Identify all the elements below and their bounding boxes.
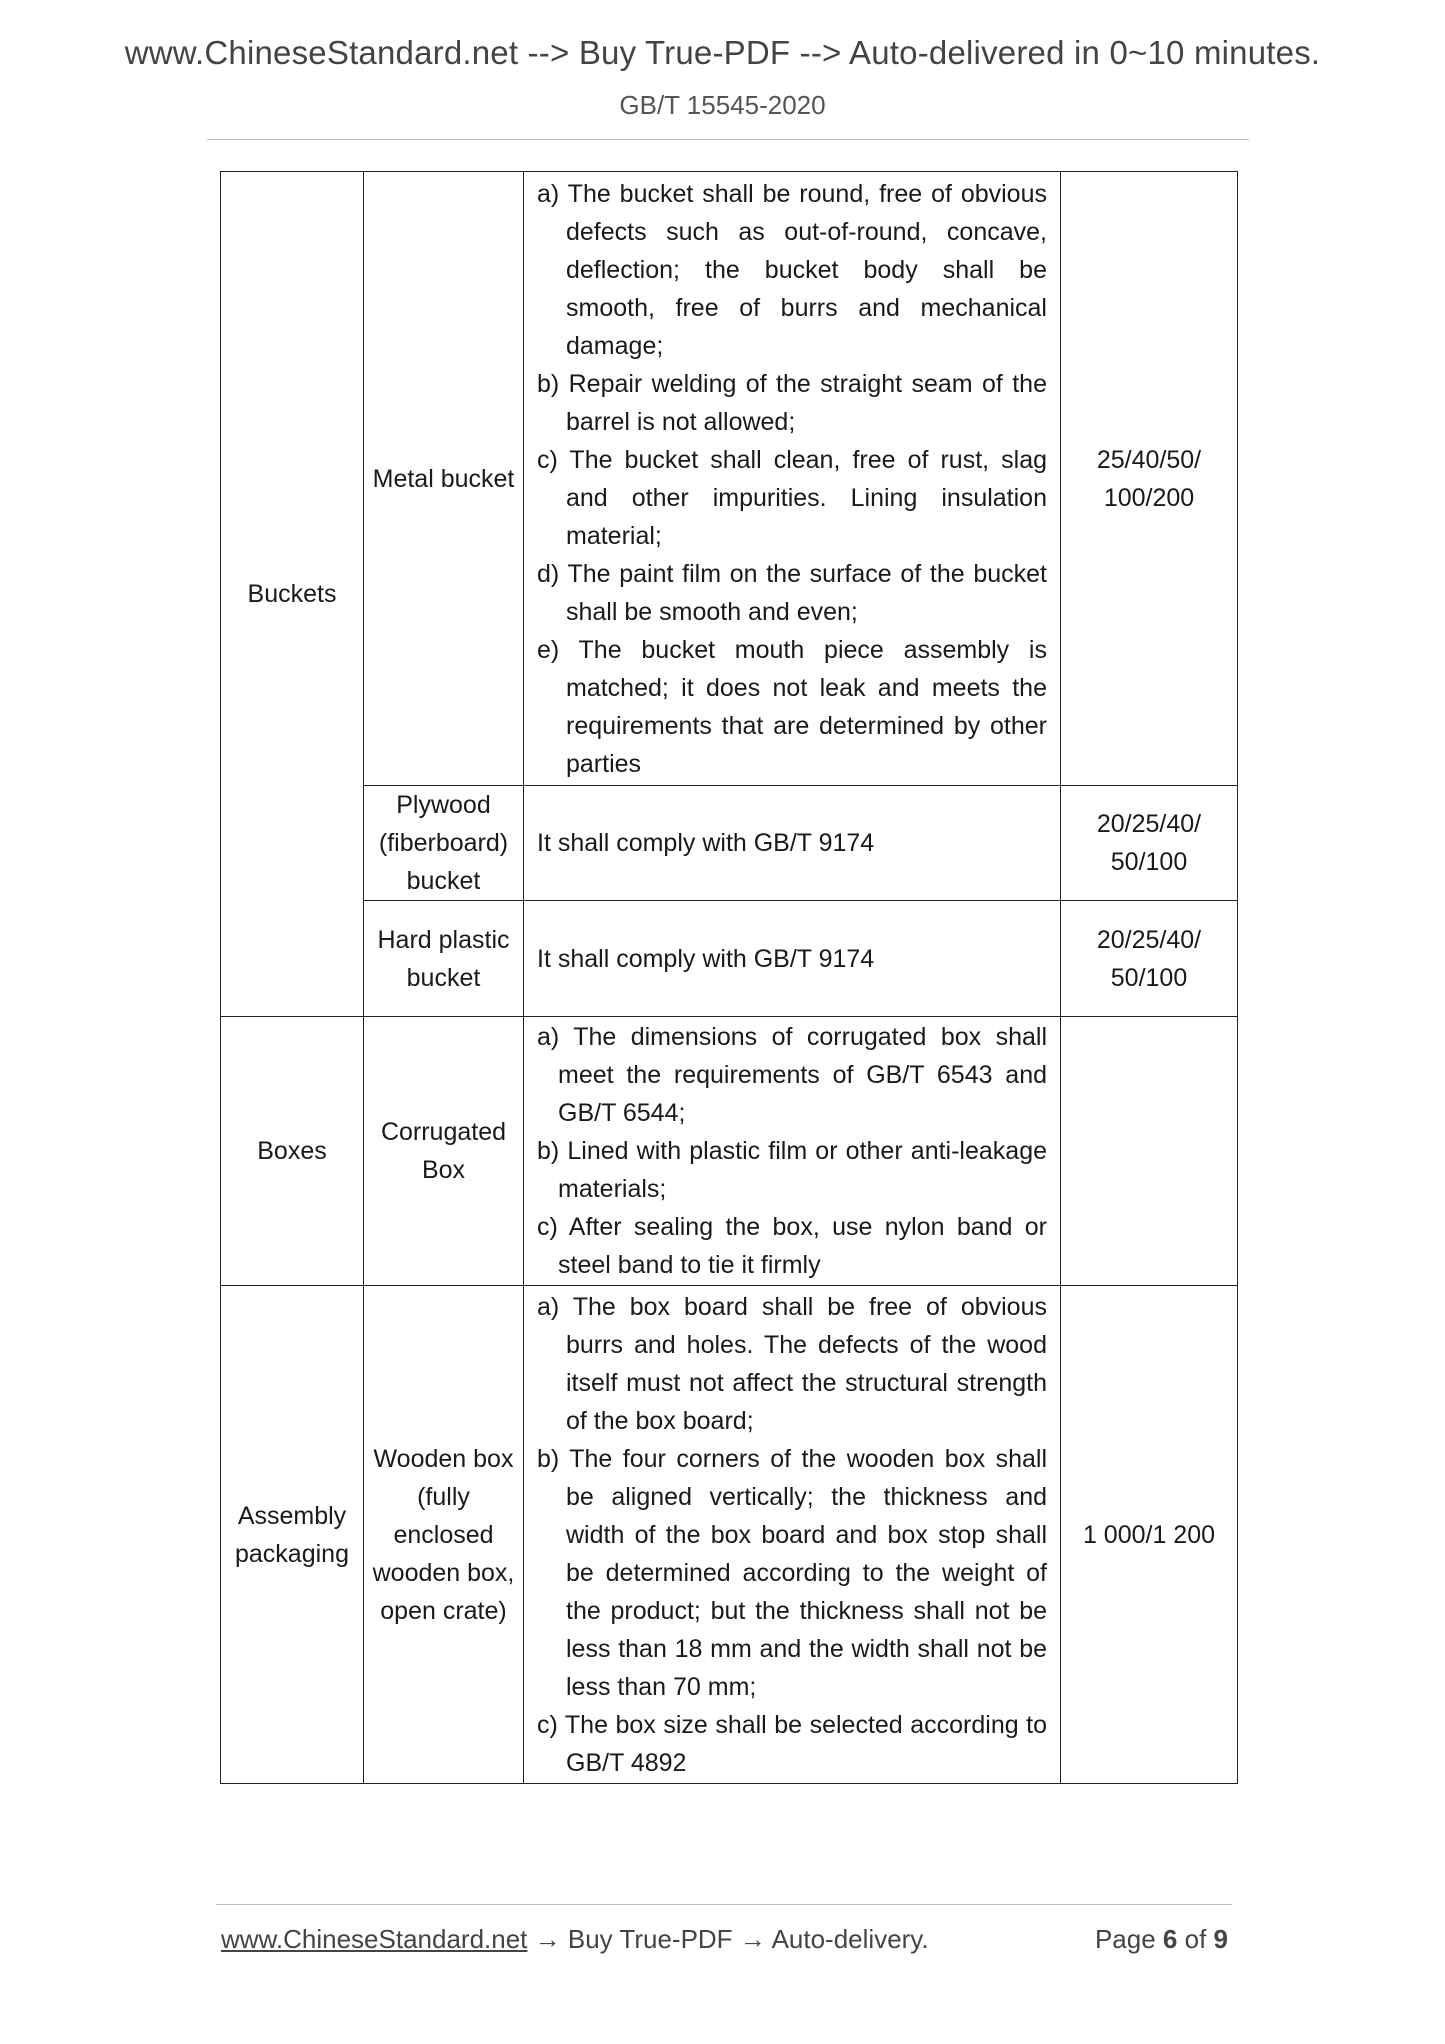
header-divider (207, 139, 1249, 140)
requirement-item: a) The box board shall be free of obvious burrs and holes. The defects of the wood itself must not affect the structural strength of the box board; (537, 1292, 1047, 1435)
table-row (221, 1286, 1238, 1784)
package-type-cell: Assembly packaging (221, 1286, 364, 1784)
page-current: 6 (1162, 1924, 1178, 1954)
package-name-cell: Plywood (fiberboard) bucket (364, 786, 524, 901)
requirement-item: b) Repair welding of the straight seam of the barrel is not allowed; (537, 369, 1047, 436)
package-type-cell: Boxes (221, 1017, 364, 1286)
standard-number: GB/T 15545-2020 (619, 90, 826, 120)
page-of: of (1184, 1924, 1207, 1954)
capacity-cell: 25/40/50/ 100/200 (1061, 172, 1238, 786)
page-indicator (1095, 1924, 1228, 1955)
package-type-cell: Buckets (221, 172, 364, 1017)
requirements-cell: It shall comply with GB/T 9174 (524, 786, 1061, 901)
capacity-cell: 20/25/40/ 50/100 (1061, 901, 1238, 1017)
requirements-cell: It shall comply with GB/T 9174 (524, 901, 1061, 1017)
requirements-cell (524, 172, 1061, 786)
requirements-cell (524, 1017, 1061, 1286)
footer-divider (216, 1904, 1232, 1905)
page-total: 9 (1213, 1924, 1228, 1954)
footer-promo (221, 1924, 929, 1955)
package-name-cell: Wooden box (fully enclosed wooden box, open crate) (364, 1286, 524, 1784)
capacity-cell (1061, 1017, 1238, 1286)
footer-site-link[interactable]: www.ChineseStandard.net (221, 1924, 528, 1954)
page-label: Page (1094, 1924, 1156, 1954)
table-row (221, 786, 1238, 901)
requirement-item: c) After sealing the box, use nylon band or steel band to tie it firmly (537, 1213, 1047, 1279)
requirement-item: c) The box size shall be selected according to GB/T 4892 (537, 1710, 1047, 1777)
capacity-cell: 20/25/40/ 50/100 (1061, 786, 1238, 901)
table-row (221, 172, 1238, 786)
requirement-item: c) The bucket shall clean, free of rust, slag and other impurities. Lining insulation material; (537, 445, 1047, 550)
package-name-cell: Corrugated Box (364, 1017, 524, 1286)
requirement-item: d) The paint film on the surface of the bucket shall be smooth and even; (537, 559, 1047, 626)
requirement-item: b) The four corners of the wooden box shall be aligned vertically; the thickness and width of the box board and box stop shall be determined according to the weight of the product; but the thickness shall not be less than 18 mm and the width shall not be less than 70 mm; (537, 1444, 1047, 1701)
package-name-cell: Hard plastic bucket (364, 901, 524, 1017)
table-row (221, 901, 1238, 1017)
requirement-item: e) The bucket mouth piece assembly is matched; it does not leak and meets the requirements that are determined by other parties (537, 635, 1047, 778)
package-name-cell: Metal bucket (364, 172, 524, 786)
requirements-cell (524, 1286, 1061, 1784)
table-row (221, 1017, 1238, 1286)
capacity-cell: 1 000/1 200 (1061, 1286, 1238, 1784)
requirement-item: b) Lined with plastic film or other anti-leakage materials; (537, 1137, 1047, 1203)
packaging-spec-table (220, 171, 1238, 1784)
footer-tail-text: → Buy True-PDF → Auto-delivery. (527, 1924, 929, 1954)
requirement-item: a) The dimensions of corrugated box shall meet the requirements of GB/T 6543 and GB/T 6544; (537, 1023, 1047, 1127)
site-banner: www.ChineseStandard.net --> Buy True-PDF --> Auto-delivered in 0~10 minutes. (124, 34, 1321, 71)
requirement-item: a) The bucket shall be round, free of obvious defects such as out-of-round, concave, deflection; the bucket body shall be smooth, free of burrs and mechanical damage; (537, 179, 1047, 360)
